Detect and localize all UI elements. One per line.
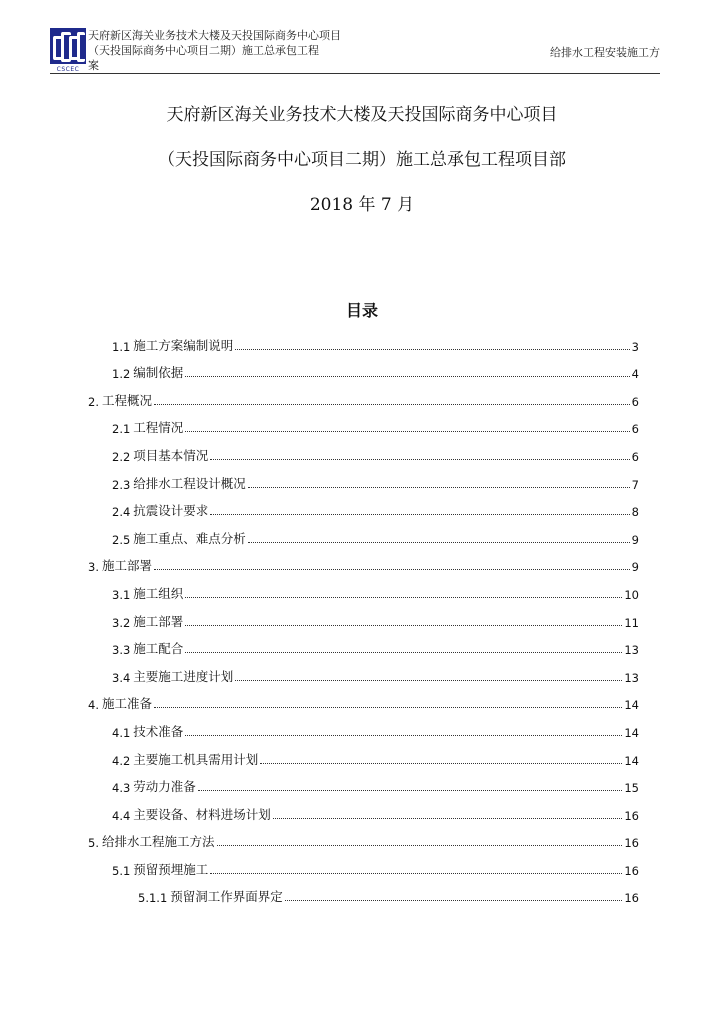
company-logo-icon — [50, 28, 86, 64]
toc-entry-number: 3.1 — [112, 587, 131, 602]
toc-leader-dots — [154, 568, 630, 570]
toc-entry[interactable] — [88, 630, 639, 658]
toc-entry[interactable] — [88, 381, 639, 409]
toc-entry-page: 6 — [631, 449, 639, 464]
toc-entry-label: 主要设备、材料进场计划 — [133, 806, 271, 822]
toc-entry-number: 4. — [88, 698, 99, 713]
toc-entry-number: 3.2 — [112, 615, 131, 630]
toc-leader-dots — [154, 403, 630, 405]
toc-heading: 目录 — [345, 301, 378, 320]
toc-entry-label: 工程概况 — [101, 392, 152, 408]
toc-entry-label: 技术准备 — [133, 723, 184, 739]
toc-entry[interactable] — [88, 492, 639, 520]
toc-entry[interactable] — [88, 409, 639, 437]
toc-entry-page: 9 — [631, 532, 639, 547]
toc-entry-page: 14 — [624, 725, 639, 740]
toc-entry-number: 3. — [88, 560, 99, 575]
toc-entry-number: 2.2 — [112, 449, 131, 464]
toc-entry-page: 16 — [624, 891, 639, 906]
toc-entry-label: 施工准备 — [101, 696, 152, 712]
toc-leader-dots — [248, 486, 630, 488]
toc-leader-dots — [210, 458, 629, 460]
toc-entry-number: 2.4 — [112, 505, 131, 520]
toc-leader-dots — [198, 789, 623, 791]
header-line-1: 天府新区海关业务技术大楼及天投国际商务中心项目 — [88, 29, 341, 42]
toc-entry-number: 3.3 — [112, 643, 131, 658]
toc-entry-page: 11 — [624, 615, 639, 630]
toc-leader-dots — [185, 430, 629, 432]
table-of-contents — [88, 326, 639, 905]
header-line-2: （天投国际商务中心项目二期）施工总承包工程 — [88, 44, 319, 57]
toc-entry-label: 抗震设计要求 — [133, 503, 209, 519]
toc-entry-number: 3.4 — [112, 670, 131, 685]
toc-entry-label: 施工组织 — [133, 585, 184, 601]
toc-entry-page: 10 — [624, 587, 639, 602]
toc-entry-page: 8 — [631, 505, 639, 520]
toc-leader-dots — [285, 899, 623, 901]
toc-entry[interactable] — [88, 768, 639, 796]
toc-entry-label: 主要施工进度计划 — [133, 668, 234, 684]
header-line-3: 案 — [88, 59, 99, 72]
toc-entry-label: 预留预埋施工 — [133, 861, 209, 877]
logo-text: CSCEC — [56, 66, 80, 73]
toc-entry[interactable] — [88, 436, 639, 464]
toc-entry-label: 工程情况 — [133, 420, 184, 436]
toc-entry-page: 4 — [631, 367, 639, 382]
toc-leader-dots — [235, 679, 622, 681]
toc-entry-number: 1.2 — [112, 367, 131, 382]
toc-entry-label: 主要施工机具需用计划 — [133, 751, 259, 767]
toc-entry-number: 4.4 — [112, 808, 131, 823]
toc-entry-number: 2. — [88, 394, 99, 409]
toc-entry-label: 给排水工程设计概况 — [133, 475, 246, 491]
toc-entry-page: 16 — [624, 863, 639, 878]
toc-entry-number: 5. — [88, 836, 99, 851]
toc-entry-number: 2.1 — [112, 422, 131, 437]
toc-entry[interactable] — [88, 823, 639, 851]
toc-leader-dots — [185, 624, 622, 626]
toc-leader-dots — [260, 762, 622, 764]
toc-entry-page: 13 — [624, 670, 639, 685]
toc-entry-number: 2.3 — [112, 477, 131, 492]
toc-entry-number: 2.5 — [112, 532, 131, 547]
title-block — [0, 104, 724, 217]
toc-entry[interactable] — [88, 464, 639, 492]
toc-entry-label: 施工方案编制说明 — [133, 337, 234, 353]
toc-entry-page: 13 — [624, 643, 639, 658]
toc-leader-dots — [185, 651, 622, 653]
toc-entry-label: 施工部署 — [133, 613, 184, 629]
toc-entry-label: 给排水工程施工方法 — [101, 834, 215, 850]
toc-entry-page: 16 — [624, 836, 639, 851]
toc-leader-dots — [217, 844, 623, 846]
toc-entry[interactable] — [88, 657, 639, 685]
toc-entry-page: 9 — [631, 560, 639, 575]
title-date: 2018 年 7 月 — [309, 195, 415, 215]
toc-entry[interactable] — [88, 547, 639, 575]
toc-entry-number: 5.1 — [112, 863, 131, 878]
header-project-name — [88, 28, 388, 73]
toc-leader-dots — [185, 375, 629, 377]
toc-entry-number: 4.2 — [112, 753, 131, 768]
toc-entry-label: 施工重点、难点分析 — [133, 530, 246, 546]
toc-entry-page: 6 — [631, 394, 639, 409]
toc-entry-label: 施工部署 — [101, 558, 152, 574]
toc-entry[interactable] — [88, 574, 639, 602]
toc-entry-label: 项目基本情况 — [133, 447, 209, 463]
page-header — [50, 28, 660, 72]
toc-entry-number: 1.1 — [112, 339, 131, 354]
toc-entry-page: 16 — [624, 808, 639, 823]
toc-entry-number: 4.1 — [112, 725, 131, 740]
toc-entry-page: 14 — [624, 698, 639, 713]
header-doc-title: 给排水工程安装施工方 — [550, 46, 660, 59]
toc-entry-label: 预留洞工作界面界定 — [170, 889, 283, 905]
toc-entry[interactable] — [88, 795, 639, 823]
toc-entry-number: 4.3 — [112, 781, 131, 796]
toc-entry[interactable] — [88, 326, 639, 354]
toc-entry-page: 14 — [624, 753, 639, 768]
toc-entry[interactable] — [88, 519, 639, 547]
toc-leader-dots — [154, 706, 622, 708]
title-line-2: （天投国际商务中心项目二期）施工总承包工程项目部 — [158, 150, 566, 170]
toc-entry-page: 3 — [631, 339, 639, 354]
toc-leader-dots — [185, 734, 622, 736]
toc-leader-dots — [235, 348, 629, 350]
toc-entry[interactable] — [88, 712, 639, 740]
toc-entry[interactable] — [88, 850, 639, 878]
toc-entry[interactable] — [88, 354, 639, 382]
toc-leader-dots — [210, 872, 622, 874]
toc-leader-dots — [248, 541, 630, 543]
toc-entry[interactable] — [88, 878, 639, 906]
toc-leader-dots — [185, 596, 622, 598]
toc-entry-page: 7 — [631, 477, 639, 492]
toc-entry-number: 5.1.1 — [138, 891, 168, 906]
toc-entry-page: 15 — [624, 781, 639, 796]
toc-entry-label: 劳动力准备 — [133, 779, 196, 795]
toc-entry[interactable] — [88, 685, 639, 713]
toc-entry[interactable] — [88, 602, 639, 630]
toc-entry-label: 编制依据 — [133, 365, 184, 381]
toc-leader-dots — [273, 817, 623, 819]
toc-entry[interactable] — [88, 740, 639, 768]
toc-entry-label: 施工配合 — [133, 641, 184, 657]
toc-leader-dots — [210, 513, 629, 515]
toc-entry-page: 6 — [631, 422, 639, 437]
header-divider — [50, 73, 660, 74]
title-line-1: 天府新区海关业务技术大楼及天投国际商务中心项目 — [166, 105, 558, 125]
